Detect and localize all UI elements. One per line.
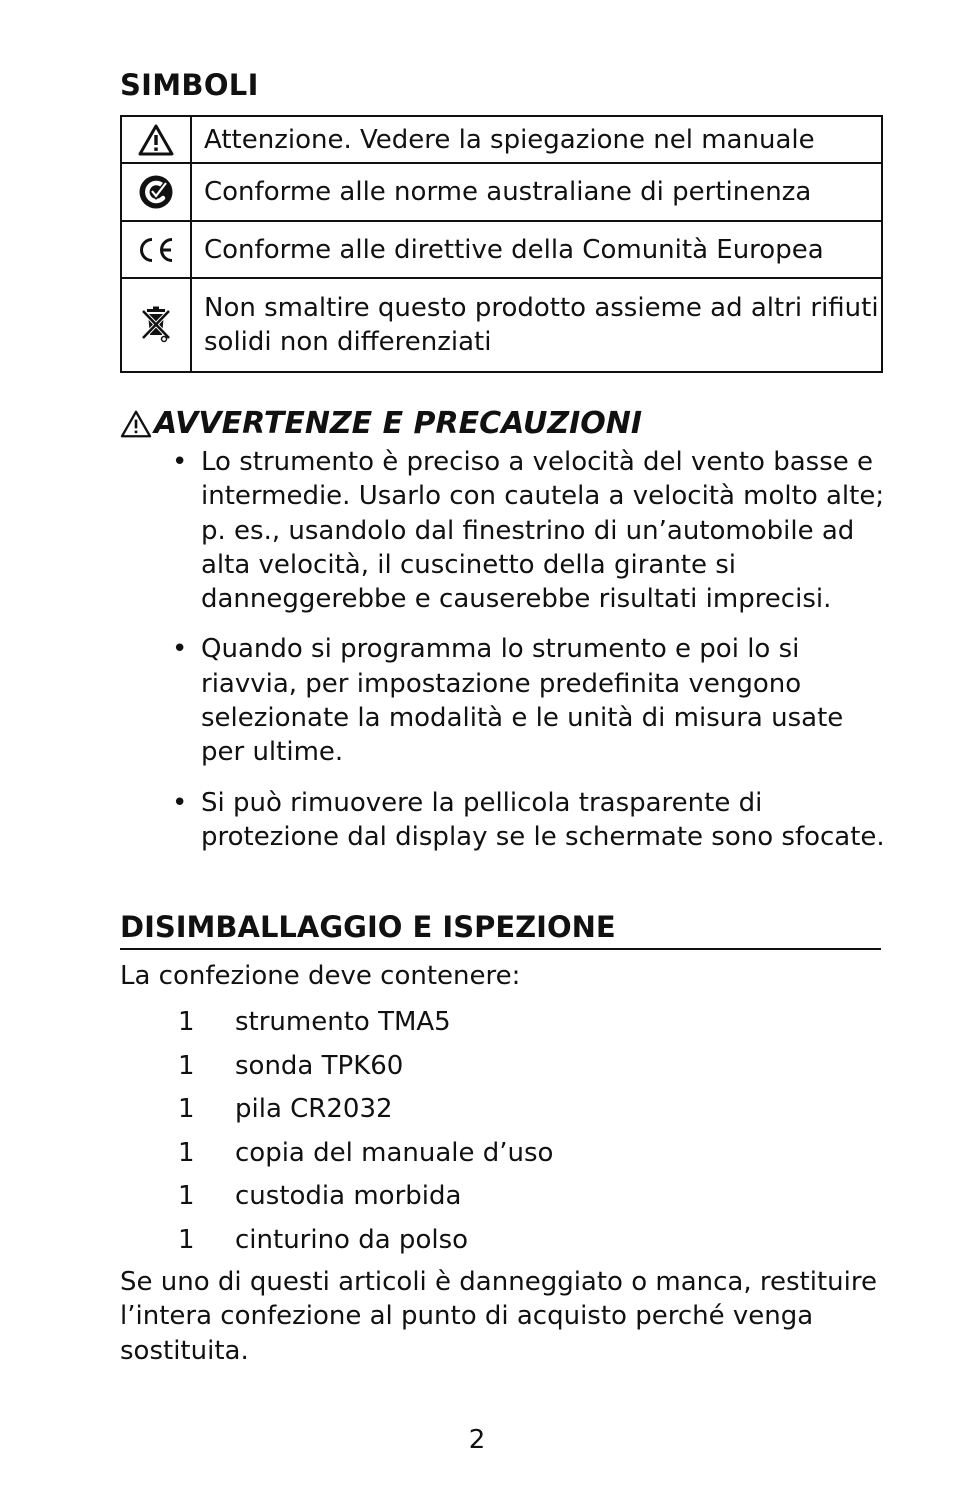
list-item — [178, 1005, 553, 1049]
symbols-heading: SIMBOLI — [120, 68, 259, 102]
warnings-title: AVVERTENZE E PRECAUZIONI — [154, 406, 643, 441]
warning-triangle-icon — [138, 124, 174, 156]
warning-item — [170, 445, 890, 616]
symbol-description: Conforme alle direttive della Comunità Europea — [191, 221, 882, 278]
bullet: • — [172, 447, 188, 477]
crossed-bin-icon — [140, 305, 172, 345]
warning-text: Si può rimuovere la pellicola trasparente di protezione dal display se le schermate sono sfocate. — [201, 787, 885, 852]
ce-mark-icon — [136, 236, 176, 264]
item-name: cinturino da polso — [235, 1224, 469, 1255]
item-name: strumento TMA5 — [235, 1007, 451, 1037]
package-contents-list — [178, 1005, 553, 1266]
bullet: • — [172, 787, 188, 818]
item-quantity: 1 — [178, 1050, 195, 1081]
item-quantity: 1 — [178, 1007, 195, 1037]
warning-item — [170, 632, 890, 769]
symbol-row — [121, 221, 882, 278]
item-name: sonda TPK60 — [235, 1050, 404, 1081]
item-quantity: 1 — [178, 1094, 195, 1124]
unpacking-heading: DISIMBALLAGGIO E ISPEZIONE — [120, 910, 881, 950]
item-name: copia del manuale d’uso — [235, 1137, 554, 1168]
item-name: pila CR2032 — [235, 1094, 393, 1124]
page-number: 2 — [468, 1425, 486, 1455]
bullet: • — [172, 634, 188, 665]
symbol-row — [121, 278, 882, 372]
list-item — [178, 1092, 553, 1136]
list-item — [178, 1049, 553, 1093]
warning-triangle-icon — [120, 410, 152, 438]
list-item — [178, 1223, 553, 1267]
symbol-description: Conforme alle norme australiane di pertinenza — [191, 163, 882, 221]
warning-text: Lo strumento è preciso a velocità del vento basse e intermedie. Usarlo con cautela a velocità molto alte; p. es., usandolo dal finestrino di un’automobile ad alta velocità, il cuscinetto della girante si danneggerebbe e causerebbe risultati imprecisi. — [201, 447, 885, 615]
symbols-table — [120, 115, 883, 373]
list-item — [178, 1136, 553, 1180]
symbol-row — [121, 116, 882, 163]
item-name: custodia morbida — [235, 1181, 462, 1211]
unpacking-closing-note: Se uno di questi articoli è danneggiato o manca, restituire l’intera confezione al punto di acquisto perché venga sostituita. — [120, 1267, 877, 1366]
symbol-description: Non smaltire questo prodotto assieme ad altri rifiuti solidi non differenziati — [191, 278, 882, 372]
unpacking-intro: La confezione deve contenere: — [120, 961, 521, 991]
item-quantity: 1 — [178, 1181, 195, 1211]
symbol-row — [121, 163, 882, 221]
warning-item — [170, 786, 890, 855]
warning-text: Quando si programma lo strumento e poi lo si riavvia, per impostazione predefinita vengono selezionate la modalità e le unità di misura usate per ultime. — [201, 634, 844, 768]
list-item — [178, 1179, 553, 1223]
warnings-heading — [120, 406, 642, 441]
item-quantity: 1 — [178, 1137, 195, 1168]
warnings-list — [170, 445, 890, 870]
symbol-description: Attenzione. Vedere la spiegazione nel manuale — [191, 116, 882, 163]
item-quantity: 1 — [178, 1224, 195, 1255]
c-tick-icon — [138, 174, 174, 210]
